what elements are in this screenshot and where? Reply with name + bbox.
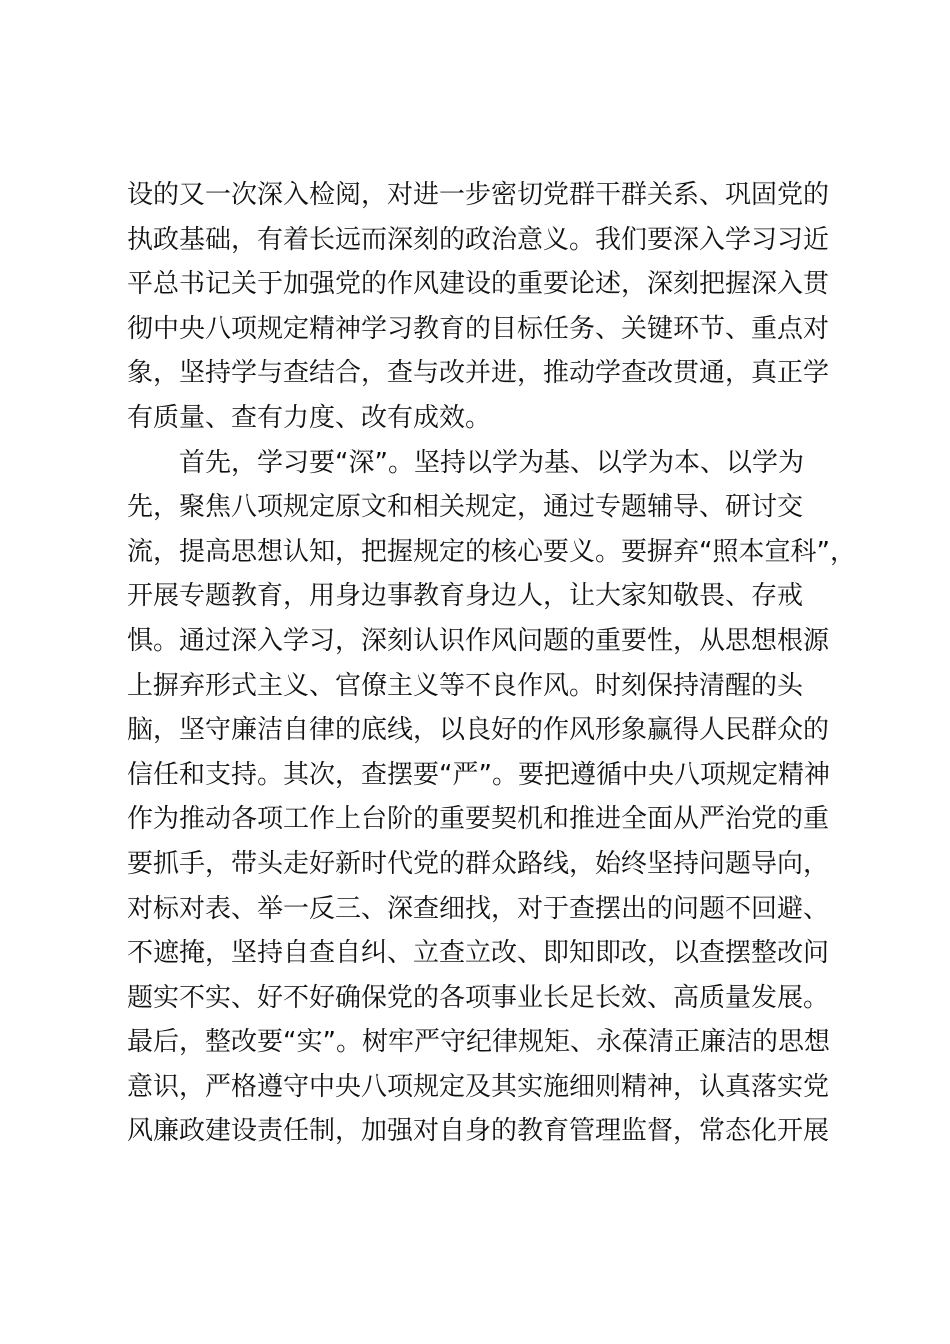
text-line: 要抓手，带头走好新时代党的群众路线，始终坚持问题导向， bbox=[127, 848, 830, 879]
text-line: 平总书记关于加强党的作风建设的重要论述，深刻把握深入贯 bbox=[127, 269, 830, 300]
text-line: 风廉政建设责任制，加强对自身的教育管理监督，常态化开展 bbox=[127, 1116, 830, 1147]
paragraph-start-line: 首先，学习要“深”。坚持以学为基、以学为本、以学为 bbox=[179, 447, 804, 478]
text-line: 设的又一次深入检阅，对进一步密切党群干群关系、巩固党的 bbox=[127, 180, 830, 210]
text-line: 对标对表、举一反三、深查细找，对于查摆出的问题不回避、 bbox=[127, 893, 830, 924]
text-line: 上摒弃形式主义、官僚主义等不良作风。时刻保持清醒的头 bbox=[127, 670, 804, 701]
text-line: 彻中央八项规定精神学习教育的目标任务、关键环节、重点对 bbox=[127, 313, 830, 344]
text-line: 开展专题教育，用身边事教育身边人，让大家知敬畏、存戒 bbox=[127, 581, 804, 612]
text-line: 执政基础，有着长远而深刻的政治意义。我们要深入学习习近 bbox=[127, 224, 830, 255]
text-line: 有质量、查有力度、改有成效。 bbox=[127, 402, 492, 433]
text-line: 象，坚持学与查结合，查与改并进，推动学查改贯通，真正学 bbox=[127, 358, 830, 389]
text-line: 先，聚焦八项规定原文和相关规定，通过专题辅导、研讨交 bbox=[127, 492, 804, 523]
text-line: 不遮掩，坚持自查自纠、立查立改、即知即改，以查摆整改问 bbox=[127, 938, 830, 969]
text-line: 意识，严格遵守中央八项规定及其实施细则精神，认真落实党 bbox=[127, 1071, 830, 1102]
text-line: 流，提高思想认知，把握规定的核心要义。要摒弃“照本宣科”， bbox=[127, 536, 856, 567]
text-line: 作为推动各项工作上台阶的重要契机和推进全面从严治党的重 bbox=[127, 804, 830, 835]
body-text bbox=[127, 173, 856, 1154]
text-line: 惧。通过深入学习，深刻认识作风问题的重要性，从思想根源 bbox=[127, 625, 830, 656]
text-line: 题实不实、好不好确保党的各项事业长足长效、高质量发展。 bbox=[127, 982, 830, 1013]
text-line: 脑，坚守廉洁自律的底线，以良好的作风形象赢得人民群众的 bbox=[127, 715, 830, 746]
text-line: 最后，整改要“实”。树牢严守纪律规矩、永葆清正廉洁的思想 bbox=[127, 1027, 830, 1058]
text-line: 信任和支持。其次，查摆要“严”。要把遵循中央八项规定精神 bbox=[127, 759, 830, 790]
